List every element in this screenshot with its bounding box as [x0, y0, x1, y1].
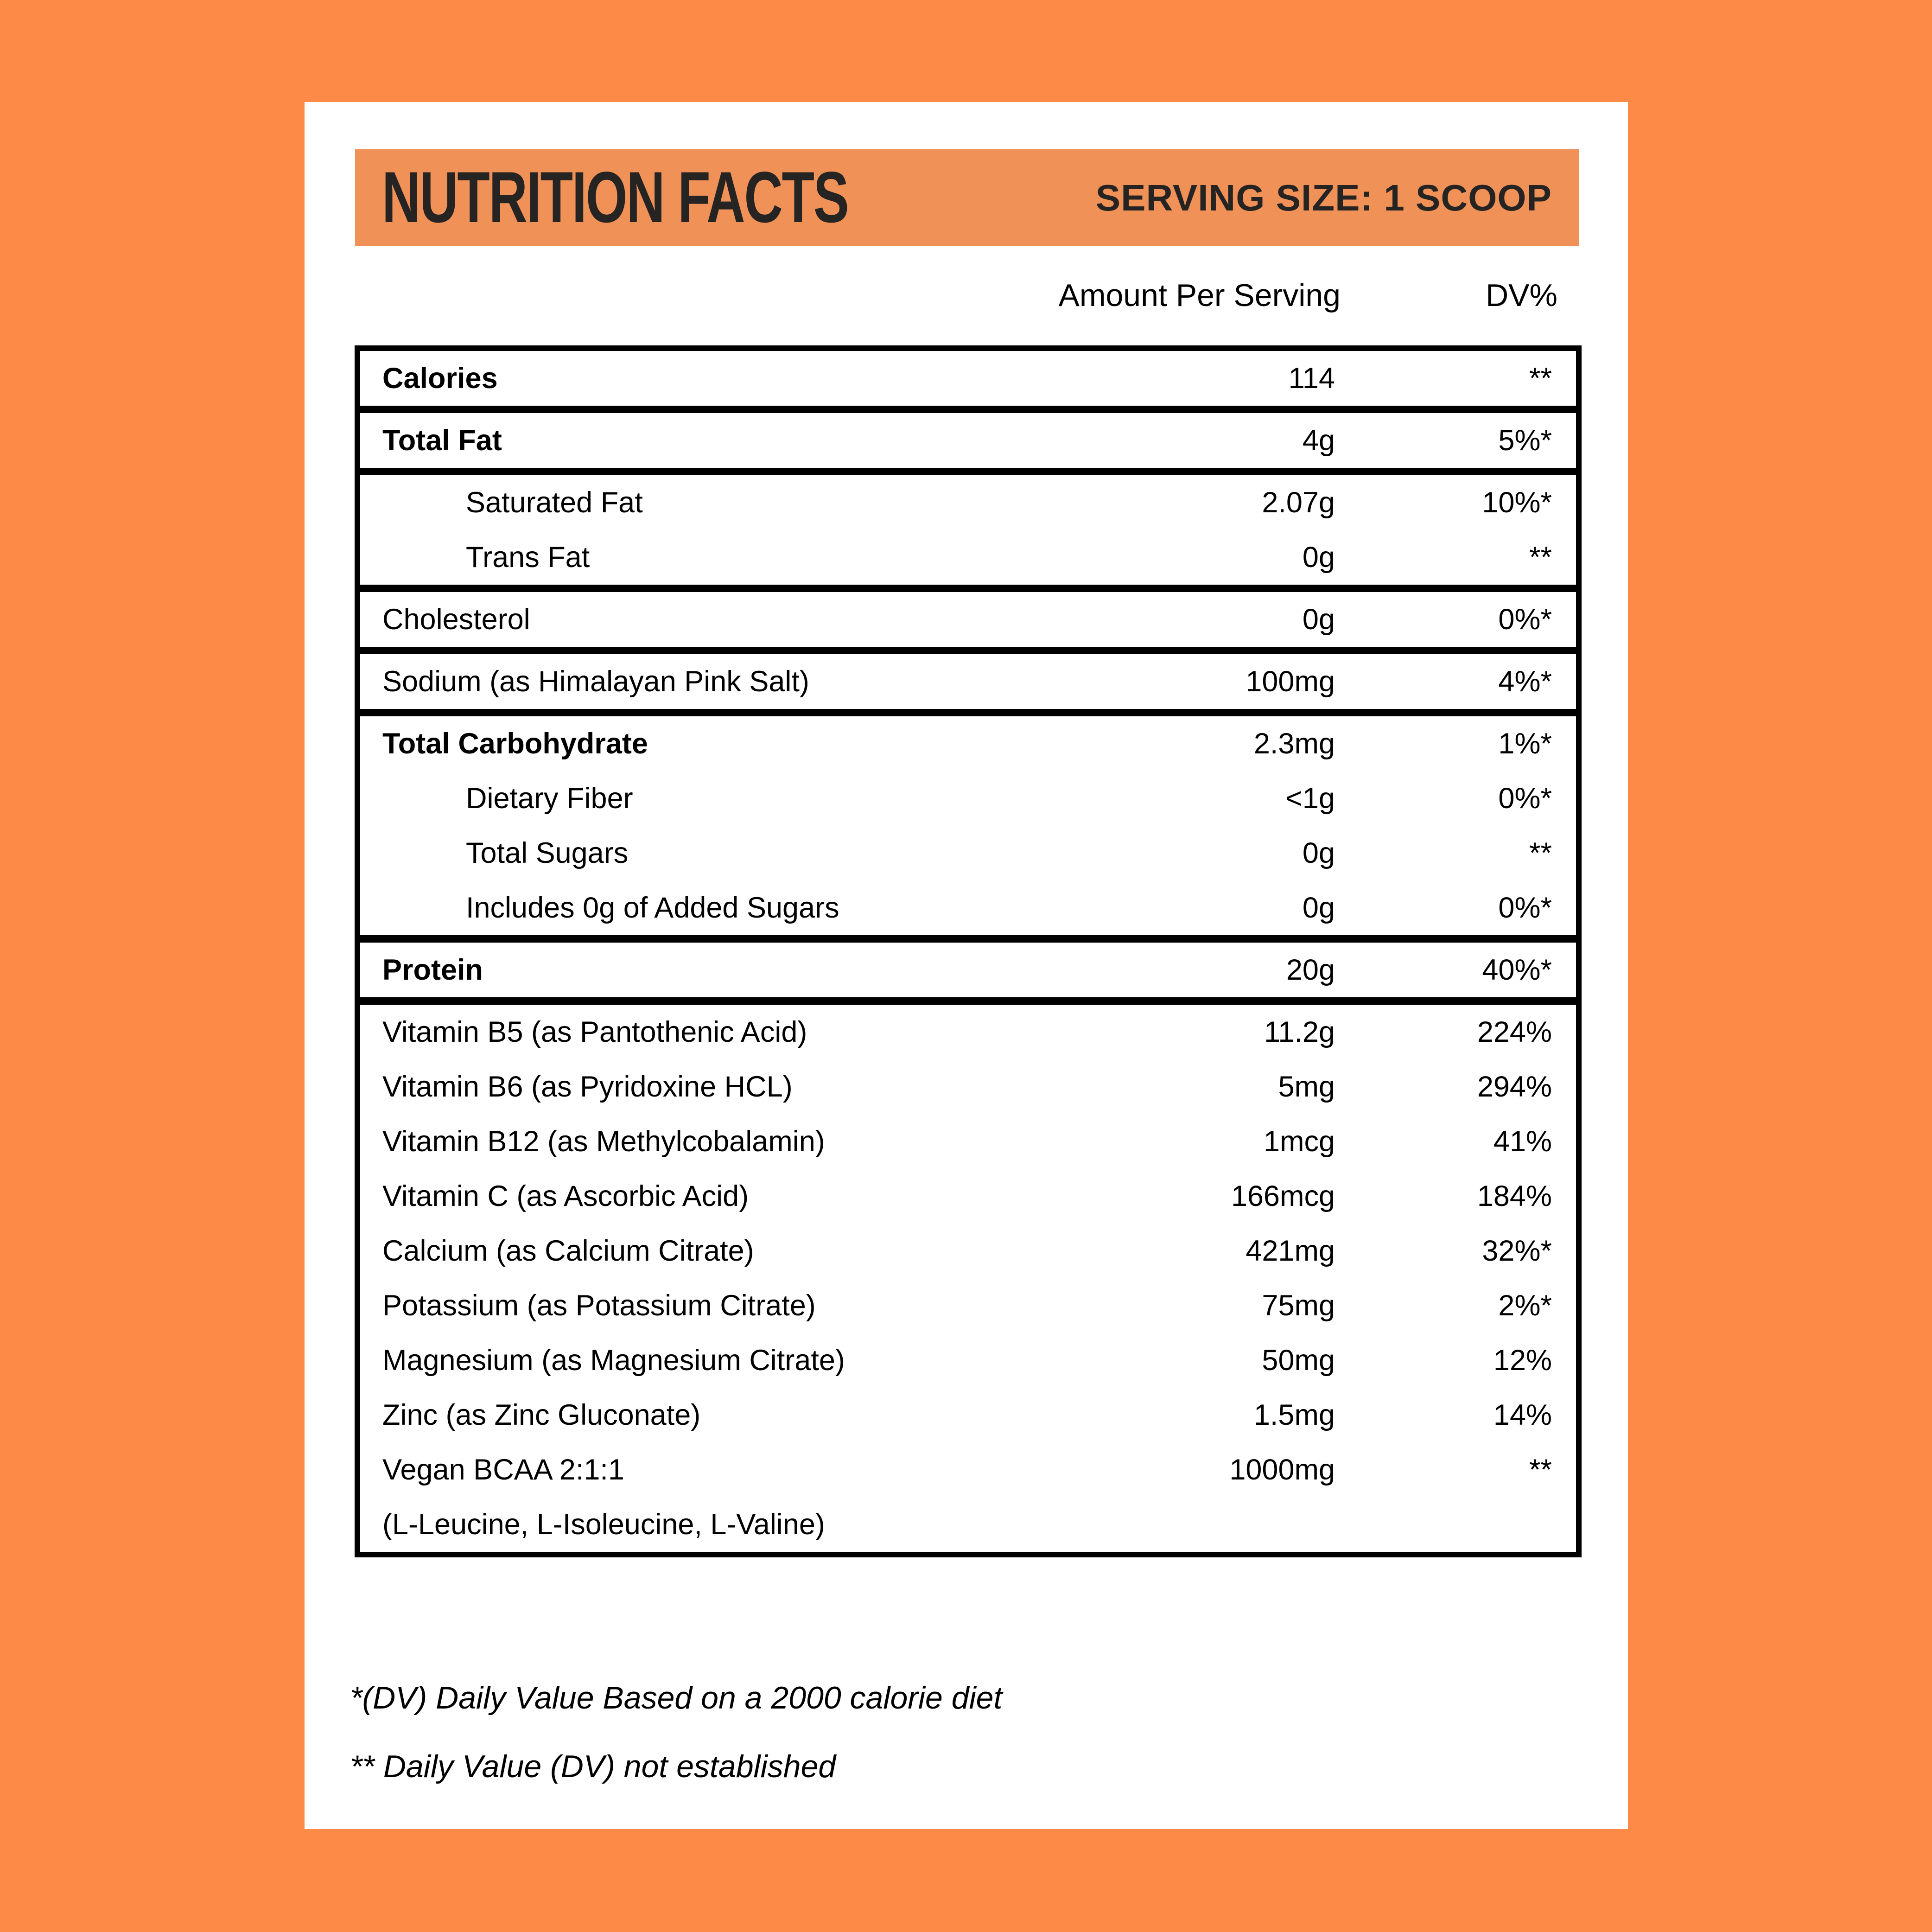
row-amount: 166mcg: [1231, 1180, 1335, 1212]
table-row: [360, 475, 1576, 530]
row-dv: **: [1529, 362, 1552, 395]
row-amount: 4g: [1302, 424, 1335, 457]
row-amount: 421mg: [1246, 1235, 1335, 1267]
header-banner: [355, 149, 1579, 246]
row-amount: 75mg: [1262, 1289, 1335, 1322]
row-dv: 0%*: [1498, 892, 1552, 924]
row-label: Dietary Fiber: [466, 782, 633, 815]
table-row: [360, 716, 1576, 771]
table-row: [360, 592, 1576, 647]
row-dv: 40%*: [1482, 954, 1552, 986]
row-label: Zinc (as Zinc Gluconate): [382, 1399, 701, 1431]
table-row: [360, 1059, 1576, 1114]
row-label: Includes 0g of Added Sugars: [466, 892, 839, 924]
table-row-continuation: [360, 1497, 1576, 1552]
row-label: Sodium (as Himalayan Pink Salt): [382, 665, 809, 698]
row-amount: 0g: [1302, 837, 1335, 869]
table-row: [360, 1005, 1576, 1059]
section-carbohydrate: [360, 709, 1576, 935]
row-amount: 1mcg: [1263, 1125, 1335, 1158]
row-amount: 2.07g: [1262, 486, 1335, 519]
row-label: Cholesterol: [382, 603, 530, 636]
row-dv: **: [1529, 837, 1552, 869]
row-amount: 50mg: [1262, 1344, 1335, 1377]
section-fat-subtypes: [360, 468, 1576, 585]
row-dv: 4%*: [1498, 665, 1552, 698]
row-dv: 1%*: [1498, 727, 1552, 760]
table-row: [360, 943, 1576, 997]
section-protein: [360, 935, 1576, 997]
nutrition-facts-title: NUTRITION FACTS: [382, 157, 848, 238]
column-header-amount: Amount Per Serving: [1058, 278, 1341, 313]
row-label: Total Sugars: [466, 837, 629, 869]
row-dv: 41%: [1493, 1125, 1552, 1158]
table-row: [360, 413, 1576, 468]
label-card: [305, 102, 1628, 1829]
row-label: Total Fat: [382, 424, 502, 457]
section-micronutrients: [360, 997, 1576, 1552]
row-dv: 184%: [1477, 1180, 1552, 1212]
table-row: [360, 826, 1576, 880]
row-dv: 294%: [1477, 1071, 1552, 1103]
row-label: (L-Leucine, L-Isoleucine, L-Valine): [382, 1508, 825, 1541]
column-header-dv: DV%: [1486, 278, 1557, 313]
row-label: Vitamin B12 (as Methylcobalamin): [382, 1125, 825, 1158]
row-label: Magnesium (as Magnesium Citrate): [382, 1344, 845, 1377]
row-label: Vitamin C (as Ascorbic Acid): [382, 1180, 749, 1212]
section-sodium: [360, 647, 1576, 709]
footnote-not-established: ** Daily Value (DV) not established: [350, 1749, 836, 1784]
row-amount: 0g: [1302, 541, 1335, 574]
section-total-fat: [360, 406, 1576, 468]
row-dv: **: [1529, 1454, 1552, 1486]
table-row: [360, 880, 1576, 935]
table-row: [360, 530, 1576, 585]
row-label: Vegan BCAA 2:1:1: [382, 1454, 624, 1486]
footnote-daily-value: *(DV) Daily Value Based on a 2000 calorie diet: [350, 1680, 1003, 1715]
row-dv: 12%: [1493, 1344, 1552, 1377]
row-label: Total Carbohydrate: [382, 727, 648, 760]
row-amount: 100mg: [1246, 665, 1335, 698]
row-dv: 5%*: [1498, 424, 1552, 457]
row-amount: <1g: [1285, 782, 1335, 815]
table-row: [360, 654, 1576, 709]
row-dv: 224%: [1477, 1016, 1552, 1048]
row-label: Protein: [382, 954, 483, 986]
table-row: [360, 351, 1576, 406]
table-row: [360, 1224, 1576, 1278]
section-cholesterol: [360, 585, 1576, 647]
row-dv: 32%*: [1482, 1235, 1552, 1267]
row-amount: 0g: [1302, 892, 1335, 924]
table-row: [360, 1169, 1576, 1224]
row-label: Calcium (as Calcium Citrate): [382, 1235, 754, 1267]
column-header-row: [355, 277, 1582, 313]
row-amount: 5mg: [1278, 1071, 1335, 1103]
row-label: Trans Fat: [466, 541, 590, 574]
row-amount: 1000mg: [1229, 1454, 1335, 1486]
row-dv: 2%*: [1498, 1289, 1552, 1322]
row-label: Vitamin B5 (as Pantothenic Acid): [382, 1016, 807, 1048]
row-dv: 0%*: [1498, 603, 1552, 636]
row-dv: 14%: [1493, 1399, 1552, 1431]
nutrition-table: [355, 345, 1582, 1557]
table-row: [360, 1278, 1576, 1333]
table-row: [360, 771, 1576, 826]
footnotes: [350, 1664, 1002, 1801]
table-row: [360, 1114, 1576, 1169]
table-row: [360, 1388, 1576, 1442]
table-row: [360, 1442, 1576, 1497]
row-amount: 20g: [1286, 954, 1335, 986]
serving-size-text: SERVING SIZE: 1 SCOOP: [1095, 177, 1552, 218]
row-label: Calories: [382, 362, 498, 395]
row-amount: 11.2g: [1264, 1016, 1335, 1048]
table-row: [360, 1333, 1576, 1388]
row-dv: **: [1529, 541, 1552, 574]
row-label: Potassium (as Potassium Citrate): [382, 1289, 816, 1322]
row-dv: 10%*: [1482, 486, 1552, 519]
row-label: Vitamin B6 (as Pyridoxine HCL): [382, 1071, 793, 1103]
row-dv: 0%*: [1498, 782, 1552, 815]
row-amount: 0g: [1302, 603, 1335, 636]
row-amount: 2.3mg: [1253, 727, 1335, 760]
row-amount: 1.5mg: [1253, 1399, 1335, 1431]
row-label: Saturated Fat: [466, 486, 643, 519]
row-amount: 114: [1288, 362, 1335, 395]
section-calories: [360, 351, 1576, 406]
